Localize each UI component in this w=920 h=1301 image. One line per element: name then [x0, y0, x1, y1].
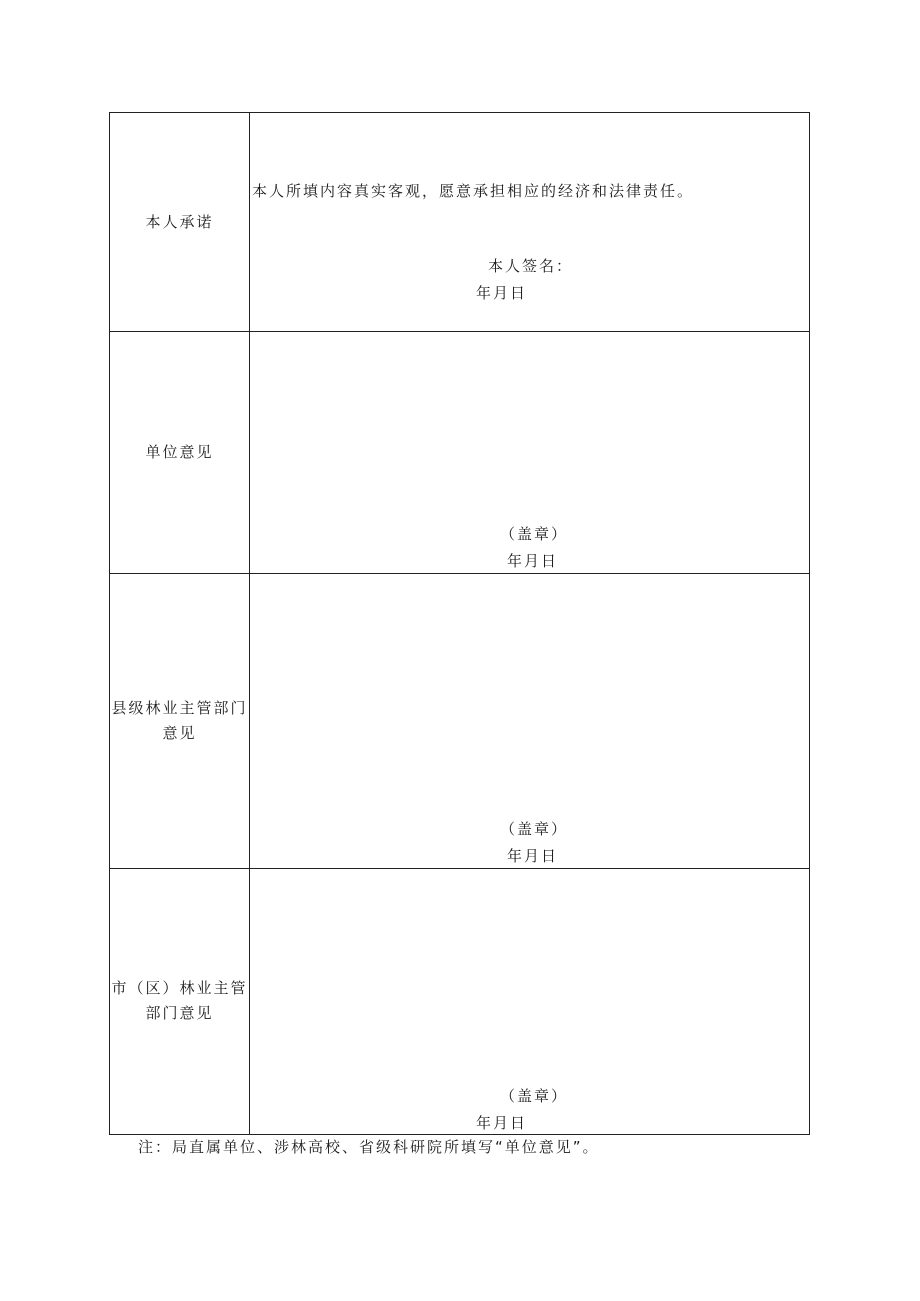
unit-opinion-cell[interactable] — [250, 331, 809, 573]
seal-label: （盖章） — [500, 820, 569, 838]
city-forestry-opinion-cell[interactable] — [250, 868, 809, 1134]
date-label: 年月日 — [476, 284, 528, 302]
row-label-text: 单位意见 — [145, 442, 214, 461]
commitment-statement: 本人所填内容真实客观，愿意承担相应的经济和法律责任。 — [252, 182, 695, 200]
footnote: 注：局直属单位、涉林高校、省级科研院所填写“单位意见”。 — [138, 1138, 600, 1156]
row-label-county-forestry-opinion — [110, 573, 250, 868]
seal-label: （盖章） — [500, 1087, 569, 1105]
row-personal-commitment — [110, 113, 809, 332]
row-label-line2: 意见 — [162, 723, 197, 742]
date-label: 年月日 — [507, 552, 559, 570]
row-label-text: 本人承诺 — [145, 212, 214, 231]
date-label: 年月日 — [507, 847, 559, 865]
row-city-forestry-opinion — [110, 868, 809, 1134]
date-label: 年月日 — [476, 1114, 528, 1132]
row-label-line2: 部门意见 — [145, 1004, 214, 1022]
county-forestry-opinion-cell[interactable] — [250, 573, 809, 868]
row-label-line1: 县级林业主管部门 — [111, 698, 248, 717]
row-label-personal-commitment — [110, 113, 250, 331]
row-label-line1: 市（区）林业主管 — [111, 979, 248, 997]
row-unit-opinion — [110, 331, 809, 574]
commitment-content-cell[interactable] — [250, 113, 809, 331]
row-label-city-forestry-opinion — [110, 868, 250, 1134]
seal-label: （盖章） — [500, 525, 569, 543]
row-label-unit-opinion — [110, 331, 250, 573]
signature-label: 本人签名： — [488, 257, 574, 275]
row-county-forestry-opinion — [110, 573, 809, 869]
opinion-form-table — [109, 112, 810, 1135]
